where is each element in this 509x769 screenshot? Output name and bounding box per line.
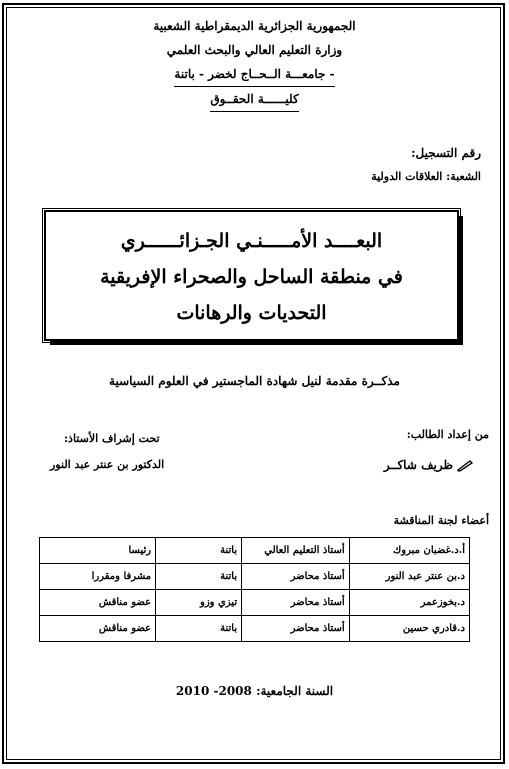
member-rank: أستاذ محاضر [242,590,350,616]
ministry-line: وزارة التعليم العالي والبحث العلمي [166,43,343,57]
registration-label: رقم التسجيل: [411,146,481,160]
student-name: ظريف شاكــر [383,458,453,472]
republic-line: الجمهورية الجزائرية الديمقراطية الشعبية [153,19,356,33]
member-role: رئيسا [40,538,156,564]
member-name: د.بن عنتر عبد النور [349,564,469,590]
table-row [40,538,470,564]
member-university: باتنة [156,564,242,590]
title-line-1: البعــــد الأمـــــنـي الجـزائــــــري [120,230,383,252]
title-line-2: في منطقة الساحل والصحراء الإفريقية [100,266,403,288]
member-rank: أستاذ محاضر [242,564,350,590]
supervisor-name: الدكتور بن عنتر عبد النور [50,458,165,471]
table-row [40,564,470,590]
member-university: باتنة [156,616,242,642]
table-row [40,616,470,642]
student-label: من إعداد الطالب: [406,428,489,441]
title-line-3: التحديات والرهانات [176,302,327,324]
university-line: جامعـــة الــحــاج لخضر - باتنة - [174,62,334,87]
member-university: باتنة [156,538,242,564]
academic-year: السنة الجامعية: 2008- 2010 [175,684,334,698]
member-university: تيزي وزو [156,590,242,616]
faculty-line: كليــــــة الحقــوق [210,87,298,112]
committee-table [39,537,470,642]
institution-header [0,14,509,112]
member-name: أ.د.غضبان مبروك [349,538,469,564]
member-role: عضو مناقش [40,616,156,642]
member-role: عضو مناقش [40,590,156,616]
memo-statement: مذكــرة مقدمة لنيل شهادة الماجستير في العلوم السياسية [109,374,400,388]
committee-label: أعضاء لجنة المناقشة [393,514,489,527]
table-row [40,590,470,616]
member-name: د.قادري حسين [349,616,469,642]
pen-icon [457,458,473,472]
member-role: مشرفا ومقررا [40,564,156,590]
member-rank: أستاذ محاضر [242,616,350,642]
thesis-title-box [45,211,458,340]
supervisor-label: تحت إشراف الأستاذ: [64,432,160,445]
branch-label: الشعبة: العلاقات الدولية [371,170,481,183]
member-rank: أستاذ التعليم العالي [242,538,350,564]
member-name: د.بخوزعمر [349,590,469,616]
